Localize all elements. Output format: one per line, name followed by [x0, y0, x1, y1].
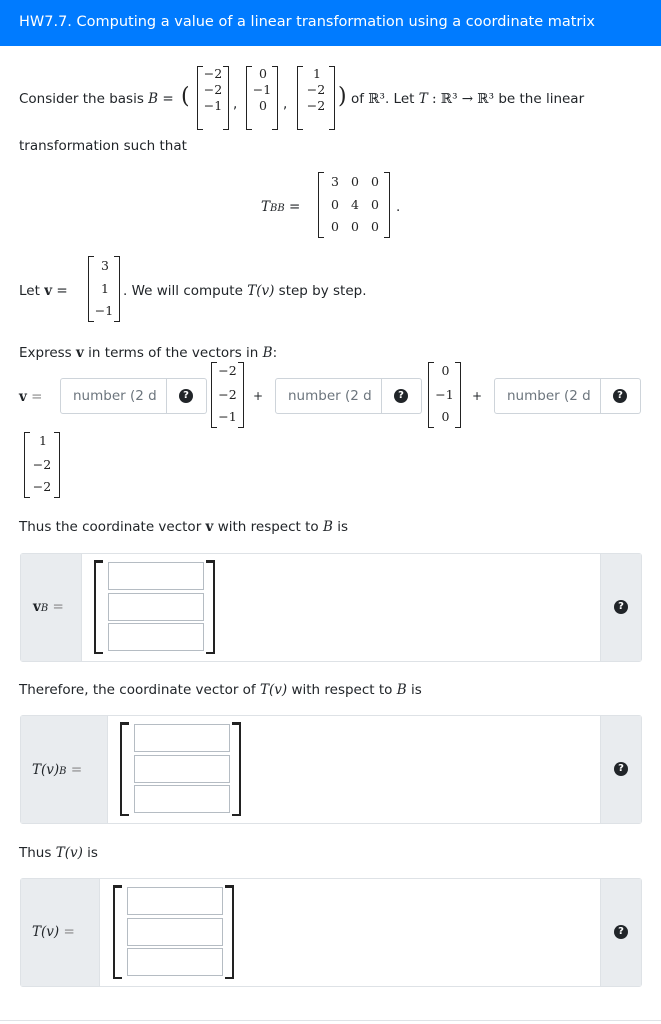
coord-tv-label: [32, 762, 82, 778]
basis-v3-entry: 1: [313, 66, 321, 81]
coefficient-3-input[interactable]: number (2 d: [494, 378, 601, 414]
let-v-suffix: [123, 283, 367, 299]
coord-tv-prompt: [19, 682, 422, 698]
is-text: is: [410, 682, 422, 698]
coord-tv-entry-1-input[interactable]: [134, 724, 230, 752]
r3-symbol: ℝ³: [368, 91, 385, 107]
basis-v1-entry: −2: [203, 66, 223, 81]
equals-sign: =: [31, 389, 43, 405]
tv-help-cell[interactable]: [600, 879, 641, 986]
subscript-b: B: [59, 766, 67, 777]
basis-v2-entry: 0: [441, 409, 450, 424]
t-symbol: T: [418, 91, 428, 107]
coord-v-prompt: [19, 519, 348, 535]
basis-v3-entry: 1: [39, 433, 47, 448]
comma: ,: [233, 96, 238, 112]
coord-v-entry-2-input[interactable]: [108, 593, 204, 621]
question-title-bar: [0, 0, 661, 46]
tbb-entry: 0: [331, 197, 339, 212]
coefficient-2-input[interactable]: number (2 d: [275, 378, 382, 414]
open-paren: (: [181, 84, 190, 109]
coord-tv-suffix: with respect to: [291, 682, 393, 698]
basis-vector-3-inline: [24, 432, 60, 498]
coord-tv-bracket: [120, 722, 241, 816]
divider: [0, 1020, 661, 1021]
tbb-entry: 0: [371, 219, 379, 234]
express-prefix: Express: [19, 345, 72, 361]
tv-answer-panel: [20, 878, 642, 987]
tv-label-cell: [21, 879, 100, 986]
step-by-step-text: step by step.: [278, 283, 367, 299]
tbb-entry: 0: [351, 174, 359, 189]
v-symbol: v: [33, 599, 41, 615]
coord-v-prefix: Thus the coordinate vector: [19, 519, 202, 535]
v-symbol: v: [44, 283, 53, 299]
subscript-b: B: [40, 603, 49, 614]
coord-tv-prefix: Therefore, the coordinate vector of: [19, 682, 256, 698]
basis-v3-entry: −2: [32, 479, 52, 494]
let-t-text: . Let: [384, 91, 415, 107]
v-symbol: v: [19, 389, 27, 405]
equals-sign: =: [56, 283, 68, 299]
coord-tv-entry-3-input[interactable]: [134, 785, 230, 813]
basis-symbol: B: [262, 345, 273, 361]
basis-v1-entry: −2: [203, 82, 223, 97]
intro-line-2: transformation such that: [19, 138, 187, 154]
basis-v2-entry: 0: [441, 363, 450, 378]
tbb-entry: 0: [351, 219, 359, 234]
basis-v3-entry: −2: [306, 82, 326, 97]
period: .: [396, 199, 401, 215]
tv-bracket: [113, 885, 234, 979]
thus-text: Thus: [19, 845, 52, 861]
question-icon[interactable]: ?: [614, 925, 628, 939]
question-icon[interactable]: ?: [179, 389, 193, 403]
tbb-label: [261, 199, 300, 215]
equals-sign: =: [52, 599, 64, 615]
coord-v-help-cell[interactable]: [600, 554, 641, 661]
basis-v2-entry: 0: [259, 98, 267, 113]
basis-v1-entry: −1: [218, 409, 237, 424]
close-paren: ): [338, 84, 347, 109]
coord-tv-answer-panel: [20, 715, 642, 824]
basis-vector-3: [297, 66, 335, 130]
v-entry: 1: [101, 281, 109, 296]
coord-v-entry-3-input[interactable]: [108, 623, 204, 651]
coord-tv-help-cell[interactable]: [600, 716, 641, 823]
equals-sign: =: [289, 199, 301, 215]
t-of-v-symbol: T(v): [55, 845, 83, 861]
coord-v-suffix: with respect to: [217, 519, 319, 535]
coord-v-label: [33, 599, 64, 615]
basis-v2-entry: −1: [435, 387, 454, 402]
basis-symbol: B: [322, 519, 333, 535]
let-v-label: [19, 283, 68, 299]
tv-label: [32, 924, 75, 940]
basis-vector-2: [246, 66, 278, 130]
v-symbol: v: [205, 519, 214, 535]
coefficient-1-help-button[interactable]: [167, 378, 207, 414]
coord-tv-label-cell: [21, 716, 108, 823]
basis-vector-2-inline: [428, 362, 461, 428]
basis-vector-1-inline: [211, 362, 244, 428]
we-will-compute-text: . We will compute: [123, 283, 243, 299]
tbb-subscript: BB: [270, 203, 285, 214]
t-of-v-symbol: T(v): [259, 682, 288, 698]
question-icon[interactable]: ?: [613, 389, 627, 403]
basis-v3-entry: −2: [32, 457, 52, 472]
t-of-v-symbol: T(v): [247, 283, 275, 299]
tbb-entry: 0: [371, 174, 379, 189]
plus-sign: +: [253, 389, 264, 403]
coefficient-3-help-button[interactable]: [601, 378, 641, 414]
tbb-entry: 0: [331, 219, 339, 234]
coord-v-label-cell: [21, 554, 82, 661]
v-symbol: v: [76, 345, 84, 361]
basis-v2-entry: 0: [259, 66, 267, 81]
coord-v-answer-panel: [20, 553, 642, 662]
v-entry: −1: [94, 303, 114, 318]
v-equals: [19, 389, 42, 405]
intro-continuation: [351, 91, 584, 107]
basis-v1-entry: −2: [218, 387, 237, 402]
t-of-v-symbol: T(v): [32, 924, 60, 940]
coefficient-1-input[interactable]: number (2 d: [60, 378, 167, 414]
question-icon[interactable]: ?: [614, 600, 628, 614]
equals-sign: =: [63, 924, 75, 940]
tv-entry-2-input[interactable]: [127, 918, 223, 946]
coord-tv-entry-2-input[interactable]: [134, 755, 230, 783]
v-vector: [88, 256, 120, 322]
tbb-entry: 0: [371, 197, 379, 212]
coord-v-bracket: [94, 560, 215, 654]
basis-vector-1: [197, 66, 229, 130]
coord-v-entry-1-input[interactable]: [108, 562, 204, 590]
tbb-matrix: [318, 172, 390, 238]
is-text: is: [337, 519, 348, 535]
tv-entry-3-input[interactable]: [127, 948, 223, 976]
question-title: HW7.7. Computing a value of a linear transformation using a coordinate matrix: [19, 14, 595, 30]
tbb-entry: 3: [331, 174, 339, 189]
coefficient-2-help-button[interactable]: [382, 378, 422, 414]
basis-v1-entry: −2: [218, 363, 237, 378]
basis-symbol: B: [148, 91, 159, 107]
basis-v2-entry: −1: [252, 82, 272, 97]
basis-v3-entry: −2: [306, 98, 326, 113]
equals-sign: =: [162, 91, 174, 107]
is-text: is: [87, 845, 98, 861]
colon: :: [272, 345, 278, 361]
mapping-text: : ℝ³ → ℝ³: [432, 91, 495, 107]
intro-prefix: Consider the basis: [19, 91, 144, 107]
express-mid: in terms of the vectors in: [88, 345, 259, 361]
t-of-v-symbol: T(v): [32, 762, 60, 778]
comma: ,: [283, 96, 288, 112]
plus-sign: +: [472, 389, 483, 403]
tbb-entry: 4: [351, 197, 359, 212]
basis-symbol: B: [396, 682, 407, 698]
tv-entry-1-input[interactable]: [127, 887, 223, 915]
question-icon[interactable]: ?: [614, 762, 628, 776]
equals-sign: =: [70, 762, 83, 778]
intro-text: [19, 91, 174, 107]
be-linear-text: be the linear: [498, 91, 585, 107]
express-prompt: [19, 345, 277, 361]
v-entry: 3: [101, 258, 109, 273]
let-text: Let: [19, 283, 40, 299]
question-icon[interactable]: ?: [394, 389, 408, 403]
tv-prompt: [19, 845, 98, 861]
tbb-symbol: T: [261, 199, 271, 215]
of-text: of: [351, 91, 365, 107]
basis-v1-entry: −1: [203, 98, 223, 113]
